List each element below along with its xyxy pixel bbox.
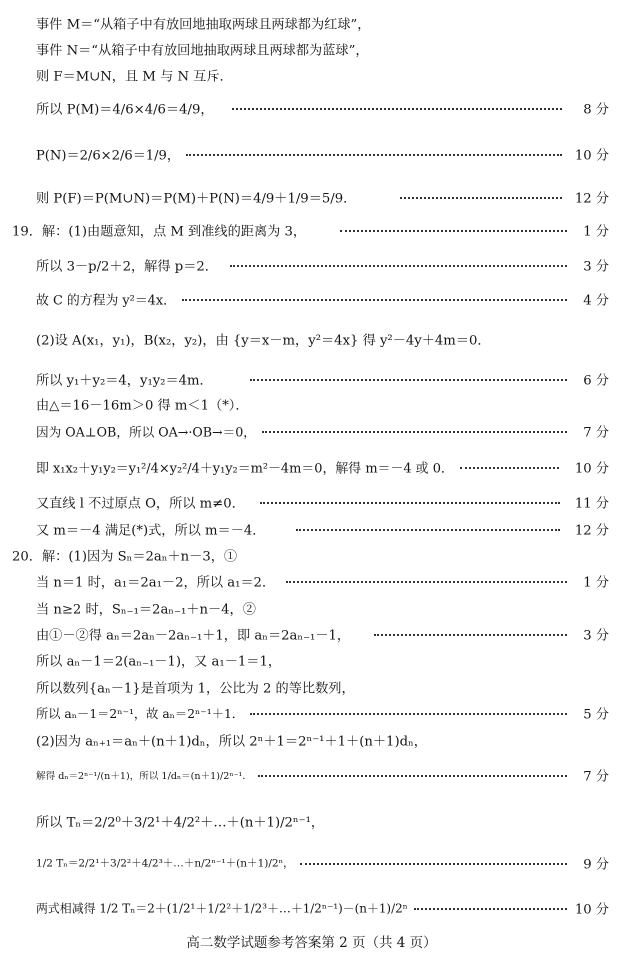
answer-line [0, 324, 623, 354]
answer-line [0, 60, 623, 90]
dot-leader [296, 529, 560, 531]
dot-leader [340, 230, 567, 232]
answer-line [0, 284, 623, 314]
answer-line [0, 760, 623, 790]
dot-leader [460, 467, 559, 469]
answer-line-text: (2)因为 aₙ₊₁＝aₙ＋(n＋1)dₙ，所以 2ⁿ＋1＝2ⁿ⁻¹＋1＋(n＋1)dₙ， [36, 734, 427, 750]
answer-line [0, 139, 623, 169]
dot-leader [182, 299, 567, 301]
dot-leader [262, 431, 567, 433]
answer-line-text: 则 P(F)＝P(M∪N)＝P(M)＋P(N)＝4/9＋1/9＝5/9． [36, 191, 357, 207]
answer-line-text: 又 m＝－4 满足(*)式，所以 m＝－4． [36, 523, 266, 539]
answer-line-text: 20．解：(1)因为 Sₙ＝2aₙ＋n－3，① [12, 549, 238, 565]
dot-leader [260, 502, 560, 504]
dot-leader [250, 379, 567, 381]
answer-line [0, 566, 623, 596]
answer-line-text: 故 C 的方程为 y²＝4x． [36, 293, 176, 309]
answer-line [0, 416, 623, 446]
answer-line-text: 所以 Tₙ＝2/2⁰＋3/2¹＋4/2²＋…＋(n＋1)/2ⁿ⁻¹， [36, 815, 325, 831]
answer-line-text: 事件 N＝“从箱子中有放回地抽取两球且两球都为蓝球”， [36, 43, 369, 59]
score-label: 9 分 [583, 857, 609, 873]
score-label: 10 分 [574, 461, 609, 477]
answer-line-text: 所以 y₁＋y₂＝4，y₁y₂＝4m． [36, 373, 213, 389]
answer-line-text: 解得 dₙ＝2ⁿ⁻¹/(n＋1)，所以 1/dₙ＝(n＋1)/2ⁿ⁻¹． [36, 771, 252, 782]
score-label: 8 分 [583, 102, 609, 118]
score-label: 7 分 [583, 425, 609, 441]
score-label: 6 分 [583, 373, 609, 389]
dot-leader [232, 108, 562, 110]
answer-line-text: 则 F＝M∪N，且 M 与 N 互斥． [36, 69, 233, 85]
answer-line-text: 两式相减得 1/2 Tₙ＝2＋(1/2¹＋1/2²＋1/2³＋…＋1/2ⁿ⁻¹)－(n＋1)/2ⁿ [36, 901, 408, 916]
score-label: 1 分 [583, 224, 609, 240]
score-label: 10 分 [574, 902, 609, 918]
dot-leader [374, 634, 567, 636]
page-footer: 高二数学试题参考答案第 2 页（共 4 页） [186, 935, 437, 951]
answer-line [0, 182, 623, 212]
dot-leader [400, 197, 562, 199]
dot-leader [230, 265, 567, 267]
answer-line-text: 所以数列{aₙ－1}是首项为 1，公比为 2 的等比数列， [36, 681, 355, 697]
answer-line-text: 1/2 Tₙ＝2/2¹＋3/2²＋4/2³＋…＋n/2ⁿ⁻¹＋(n＋1)/2ⁿ， [36, 857, 294, 870]
dot-leader [186, 154, 562, 156]
answer-line [0, 389, 623, 419]
score-label: 7 分 [583, 769, 609, 785]
answer-line-text: 即 x₁x₂＋y₁y₂＝y₁²/4×y₂²/4＋y₁y₂＝m²－4m＝0，解得 m＝－4 或 0． [36, 461, 454, 477]
answer-line [0, 698, 623, 728]
answer-line [0, 645, 623, 675]
score-label: 5 分 [583, 707, 609, 723]
score-label: 4 分 [583, 293, 609, 309]
answer-line-text: (2)设 A(x₁，y₁)，B(x₂，y₂)，由 {y＝x－m，y²＝4x} 得 y²－4y＋4m＝0． [36, 333, 491, 349]
score-label: 3 分 [583, 628, 609, 644]
dot-leader [250, 713, 567, 715]
answer-line-text: 所以 aₙ－1＝2ⁿ⁻¹，故 aₙ＝2ⁿ⁻¹＋1． [36, 707, 245, 721]
answer-line-text: 当 n≥2 时，Sₙ₋₁＝2aₙ₋₁＋n－4，② [36, 602, 256, 618]
score-label: 11 分 [574, 496, 609, 512]
answer-line-text: 因为 OA⊥OB，所以 OA→·OB→＝0， [36, 424, 256, 440]
score-label: 1 分 [583, 575, 609, 591]
answer-line-text: 又直线 l 不过原点 O，所以 m≠0． [36, 496, 245, 512]
score-label: 12 分 [574, 523, 609, 539]
answer-line-text: 当 n＝1 时，a₁＝2a₁－2，所以 a₁＝2． [36, 575, 276, 591]
answer-line-text: 所以 P(M)＝4/6×4/6＝4/9， [36, 102, 214, 118]
answer-line [0, 806, 623, 836]
answer-line [0, 93, 623, 123]
answer-line [0, 250, 623, 280]
score-label: 12 分 [574, 191, 609, 207]
answer-line-text: P(N)＝2/6×2/6＝1/9， [36, 148, 180, 164]
score-label: 3 分 [583, 259, 609, 275]
answer-line-text: 所以 aₙ－1＝2(aₙ₋₁－1)，又 a₁－1＝1， [36, 654, 282, 670]
answer-line-text: 由①－②得 aₙ＝2aₙ－2aₙ₋₁＋1，即 aₙ＝2aₙ₋₁－1， [36, 628, 351, 644]
answer-line [0, 487, 623, 517]
dot-leader [286, 581, 567, 583]
answer-line [0, 215, 623, 245]
answer-line [0, 452, 623, 482]
answer-line [0, 725, 623, 755]
dot-leader [300, 863, 567, 865]
answer-line-text: 事件 M＝“从箱子中有放回地抽取两球且两球都为红球”， [36, 17, 371, 33]
answer-line [0, 848, 623, 878]
answer-line-text: 所以 3－p/2＋2，解得 p＝2． [36, 259, 218, 275]
dot-leader [258, 775, 567, 777]
score-label: 10 分 [574, 148, 609, 164]
answer-line-text: 19．解：(1)由题意知，点 M 到准线的距离为 3， [12, 224, 307, 240]
dot-leader [414, 908, 567, 910]
answer-line [0, 893, 623, 923]
answer-line-text: 由△＝16－16m＞0 得 m＜1（*）． [36, 398, 249, 414]
